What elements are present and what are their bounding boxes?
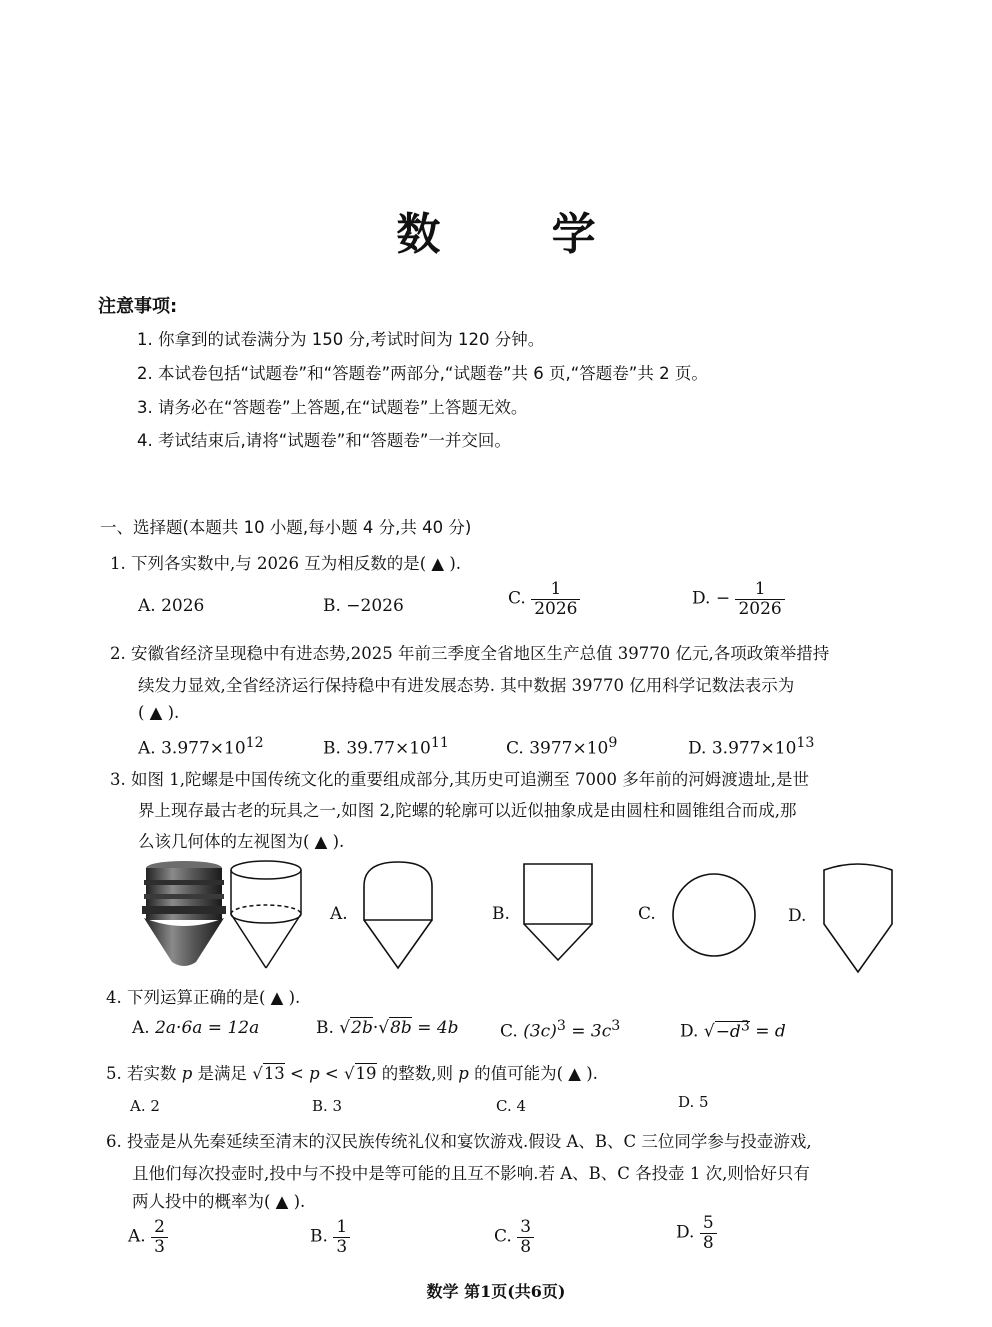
option-b-shape (520, 858, 596, 964)
question-2-option-b (323, 735, 449, 759)
question-3-option-a: A. (330, 904, 348, 924)
denominator: 8 (700, 1233, 717, 1253)
question-2-option-d (688, 735, 814, 759)
stem-text: 的值可能为( ▲ ). (468, 1064, 598, 1083)
page-footer: 数学 第1页(共6页) (426, 1282, 566, 1301)
option-label: A. (138, 738, 156, 759)
option-c-shape (668, 870, 760, 960)
notice-item-4: 4. 考试结束后,请将“试题卷”和“答题卷”一并交回。 (137, 431, 511, 450)
option-label: B. (323, 738, 341, 759)
option-label: A. (132, 1018, 150, 1038)
denominator: 3 (151, 1237, 168, 1257)
option-expression: 2a·6a = 12a (155, 1018, 260, 1038)
notice-heading: 注意事项: (98, 296, 178, 317)
question-2-option-c (506, 735, 617, 759)
denominator: 3 (333, 1237, 350, 1257)
question-6-line-2: 且他们每次投壶时,投中与不投中是等可能的且互不影响.若 A、B、C 各投壶 1 次,则恰好只有 (132, 1164, 810, 1183)
option-label: C. (494, 1226, 512, 1247)
numerator: 1 (336, 1217, 348, 1237)
inequality: < p < (284, 1064, 345, 1083)
question-4-option-b: B. √2b·√8b = 4b (316, 1018, 459, 1038)
option-value: 3977×10 (529, 738, 609, 759)
numerator: 2 (154, 1217, 165, 1237)
option-label: B. (316, 1018, 334, 1038)
question-5-option-d: D. 5 (678, 1093, 709, 1111)
exponent: 3 (556, 1018, 566, 1034)
option-label: C. (508, 588, 526, 609)
numerator: 5 (702, 1213, 714, 1233)
option-value: 3.977×10 (711, 738, 797, 759)
question-6-line-1: 6. 投壶是从先秦延续至清末的汉民族传统礼仪和宴饮游戏.假设 A、B、C 三位同学参与投壶游戏, (106, 1132, 812, 1151)
question-4-option-a (132, 1018, 259, 1038)
section-heading: 一、选择题(本题共 10 小题,每小题 4 分,共 40 分) (100, 518, 472, 537)
cylinder-cone-figure (228, 858, 304, 972)
stem-text: 是满足 (192, 1064, 253, 1083)
fraction (700, 1214, 717, 1252)
exponent: 3 (740, 1018, 750, 1034)
fraction (333, 1218, 350, 1256)
question-4-option-c (500, 1018, 620, 1042)
exponent: 13 (796, 735, 815, 751)
fraction (151, 1218, 168, 1256)
option-label: D. − (692, 588, 731, 609)
numerator: 1 (754, 579, 766, 599)
question-1-option-c (508, 580, 580, 618)
option-label: D. (676, 1222, 695, 1243)
question-4-stem: 4. 下列运算正确的是( ▲ ). (106, 988, 301, 1007)
question-1-stem: 1. 下列各实数中,与 2026 互为相反数的是( ▲ ). (110, 554, 462, 573)
option-label: A. (128, 1226, 146, 1247)
question-2-line-3: ( ▲ ). (138, 703, 180, 722)
exponent: 12 (245, 735, 264, 751)
question-6-line-3: 两人投中的概率为( ▲ ). (132, 1192, 306, 1211)
denominator: 2026 (735, 599, 784, 619)
question-1-option-b: B. −2026 (323, 596, 404, 616)
question-6-option-d (676, 1214, 717, 1252)
dot-operator: · (372, 1018, 379, 1038)
question-2-line-1: 2. 安徽省经济呈现稳中有进态势,2025 年前三季度全省地区生产总值 39770 亿元,各项政策举措持 (110, 644, 830, 663)
radicand: 8b (390, 1018, 412, 1038)
option-label: C. (506, 738, 524, 759)
option-result: = 4b (411, 1018, 459, 1038)
spinning-top-photo (138, 858, 230, 970)
option-result: = d (749, 1021, 786, 1042)
question-3-option-b: B. (492, 904, 510, 924)
question-1-option-d (692, 580, 785, 618)
option-value: 3.977×10 (161, 738, 246, 759)
exponent: 9 (608, 735, 618, 751)
question-5-option-c: C. 4 (496, 1097, 527, 1115)
variable-p: p (181, 1064, 193, 1083)
notice-item-2: 2. 本试卷包括“试题卷”和“答题卷”两部分,“试题卷”共 6 页,“答题卷”共 2 页。 (137, 364, 708, 383)
radicand: 2b (351, 1018, 373, 1038)
stem-text: 的整数,则 (376, 1064, 459, 1083)
question-3-line-1: 3. 如图 1,陀螺是中国传统文化的重要组成部分,其历史可追溯至 7000 多年前的河姆渡遗址,是世 (110, 770, 809, 789)
question-4-option-d: D. $√-d^3 = d$ (680, 1018, 786, 1042)
exponent: 11 (430, 735, 449, 751)
question-5-option-b: B. 3 (312, 1097, 343, 1115)
question-3-option-d: D. (788, 906, 807, 926)
radicand: 13 (263, 1064, 285, 1083)
option-value: 39.77×10 (346, 738, 431, 759)
denominator: 8 (517, 1237, 534, 1257)
option-a-shape (360, 858, 436, 972)
stem-text: 5. 若实数 (106, 1064, 182, 1083)
fraction (735, 580, 784, 618)
option-result: = 3c (565, 1021, 612, 1042)
question-6-option-a (128, 1218, 168, 1256)
question-2-line-2: 续发力显效,全省经济运行保持稳中有进发展态势. 其中数据 39770 亿用科学记数法表示为 (138, 676, 795, 695)
variable-p: p (458, 1064, 469, 1083)
fraction (517, 1218, 534, 1256)
page-title: 数 学 (396, 209, 644, 260)
radicand: −d (715, 1021, 741, 1042)
question-3-line-2: 界上现存最古老的玩具之一,如图 2,陀螺的轮廓可以近似抽象成是由圆柱和圆锥组合而成,那 (138, 801, 797, 820)
option-label: D. (688, 738, 707, 759)
question-5-stem: 5. 若实数 p 是满足 √13 < p < √19 的整数,则 p 的值可能为( ▲ ). (106, 1064, 598, 1083)
question-2-option-a (138, 735, 264, 759)
question-1-option-a: A. 2026 (138, 596, 205, 616)
notice-item-1: 1. 你拿到的试卷满分为 150 分,考试时间为 120 分钟。 (137, 330, 545, 349)
option-expression: (3c) (523, 1021, 557, 1042)
option-label: B. (310, 1226, 328, 1247)
question-3-option-c: C. (638, 904, 656, 924)
exponent: 3 (611, 1018, 621, 1034)
question-6-option-c (494, 1218, 534, 1256)
denominator: 2026 (531, 599, 580, 619)
radicand: 19 (355, 1064, 377, 1083)
option-label: D. (680, 1021, 699, 1042)
notice-item-3: 3. 请务必在“答题卷”上答题,在“试题卷”上答题无效。 (137, 398, 528, 417)
option-d-shape (818, 856, 898, 976)
option-label: C. (500, 1021, 518, 1042)
numerator: 1 (550, 579, 562, 599)
fraction (531, 580, 580, 618)
numerator: 3 (520, 1217, 532, 1237)
question-6-option-b (310, 1218, 350, 1256)
question-5-option-a: A. 2 (130, 1097, 160, 1115)
question-3-line-3: 么该几何体的左视图为( ▲ ). (138, 832, 345, 851)
